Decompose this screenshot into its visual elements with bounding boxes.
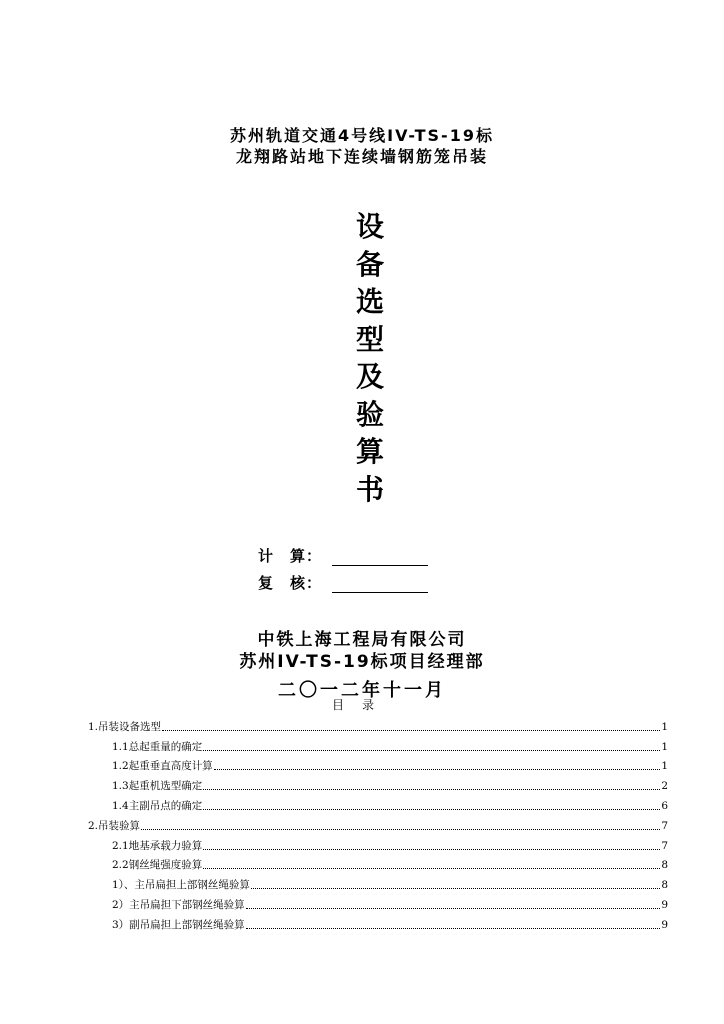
document-date: 二〇一二年十一月 xyxy=(278,680,446,701)
toc-entry-text: 2.1地基承载力验算 xyxy=(112,839,203,852)
project-title-line1: 苏州轨道交通4号线IV-TS-19标 xyxy=(230,126,494,145)
reviewer-signature-row xyxy=(258,572,428,592)
title-char: 选 xyxy=(355,285,384,318)
toc-entry-text: 2）主吊扁担下部钢丝绳验算 xyxy=(112,898,245,911)
toc-entry-page: 2 xyxy=(661,780,668,793)
title-char: 验 xyxy=(355,397,384,431)
title-char: 设 xyxy=(355,210,384,243)
title-char: 书 xyxy=(355,472,384,506)
project-title-line2: 龙翔路站地下连续墙钢筋笼吊装 xyxy=(235,147,488,166)
calculator-label: 计 算： xyxy=(258,547,323,565)
title-char: 备 xyxy=(355,247,384,281)
title-char: 算 xyxy=(355,435,384,468)
toc-entry[interactable] xyxy=(88,853,668,873)
toc-entry-text: 3）副吊扁担上部钢丝绳验算 xyxy=(112,918,245,931)
toc-leader xyxy=(203,868,660,869)
toc-entry-page: 9 xyxy=(661,918,668,931)
toc-leader xyxy=(246,908,661,909)
toc-entry[interactable] xyxy=(88,754,668,774)
calculator-signature-line xyxy=(332,551,428,566)
toc-leader xyxy=(203,750,660,751)
document-title xyxy=(340,208,400,508)
toc-leader xyxy=(251,888,660,889)
toc-entry[interactable] xyxy=(88,734,668,754)
toc-entry[interactable] xyxy=(88,793,668,813)
toc-entry[interactable] xyxy=(88,813,668,833)
toc-entry-text: 1.1总起重量的确定 xyxy=(112,740,203,753)
title-char: 型 xyxy=(355,322,384,356)
toc-entry[interactable] xyxy=(88,872,668,892)
toc-entry-page: 1 xyxy=(661,760,668,773)
toc-entry-text: 2.吊装验算 xyxy=(88,819,141,832)
toc-entry-page: 8 xyxy=(661,859,668,872)
toc-entry-page: 8 xyxy=(661,879,668,892)
toc-leader xyxy=(203,809,660,810)
reviewer-signature-line xyxy=(332,578,428,593)
toc-entry[interactable] xyxy=(88,833,668,853)
toc-leader xyxy=(203,849,660,850)
toc-entry-page: 9 xyxy=(661,898,668,911)
toc-leader xyxy=(214,769,661,770)
toc-entry-page: 7 xyxy=(661,839,668,852)
toc-entry-text: 1.3起重机选型确定 xyxy=(112,780,203,793)
toc-entry[interactable] xyxy=(88,912,668,932)
toc-entry-text: 1.吊装设备选型 xyxy=(88,720,162,733)
toc-entry-text: 1.4主副吊点的确定 xyxy=(112,799,203,812)
title-char: 及 xyxy=(355,360,384,393)
toc-leader xyxy=(162,730,660,731)
toc-heading: 目录 xyxy=(331,698,392,712)
toc-entry[interactable] xyxy=(88,773,668,793)
project-department: 苏州IV-TS-19标项目经理部 xyxy=(239,652,485,672)
toc-entry-page: 1 xyxy=(661,720,668,733)
toc-entry-text: 2.2钢丝绳强度验算 xyxy=(112,859,203,872)
reviewer-label: 复 核： xyxy=(258,574,323,592)
toc-leader xyxy=(203,789,660,790)
calculator-signature-row xyxy=(258,545,428,565)
toc-entry-page: 7 xyxy=(661,819,668,832)
table-of-contents xyxy=(88,714,668,932)
toc-entry-page: 1 xyxy=(661,740,668,753)
toc-leader xyxy=(246,928,661,929)
toc-entry-text: 1）、主吊扁担上部钢丝绳验算 xyxy=(112,879,250,892)
toc-entry-text: 1.2起重垂直高度计算 xyxy=(112,760,213,773)
toc-entry[interactable] xyxy=(88,714,668,734)
toc-entry-page: 6 xyxy=(661,799,668,812)
company-name: 中铁上海工程局有限公司 xyxy=(257,630,467,650)
toc-entry[interactable] xyxy=(88,892,668,912)
toc-leader xyxy=(141,829,660,830)
